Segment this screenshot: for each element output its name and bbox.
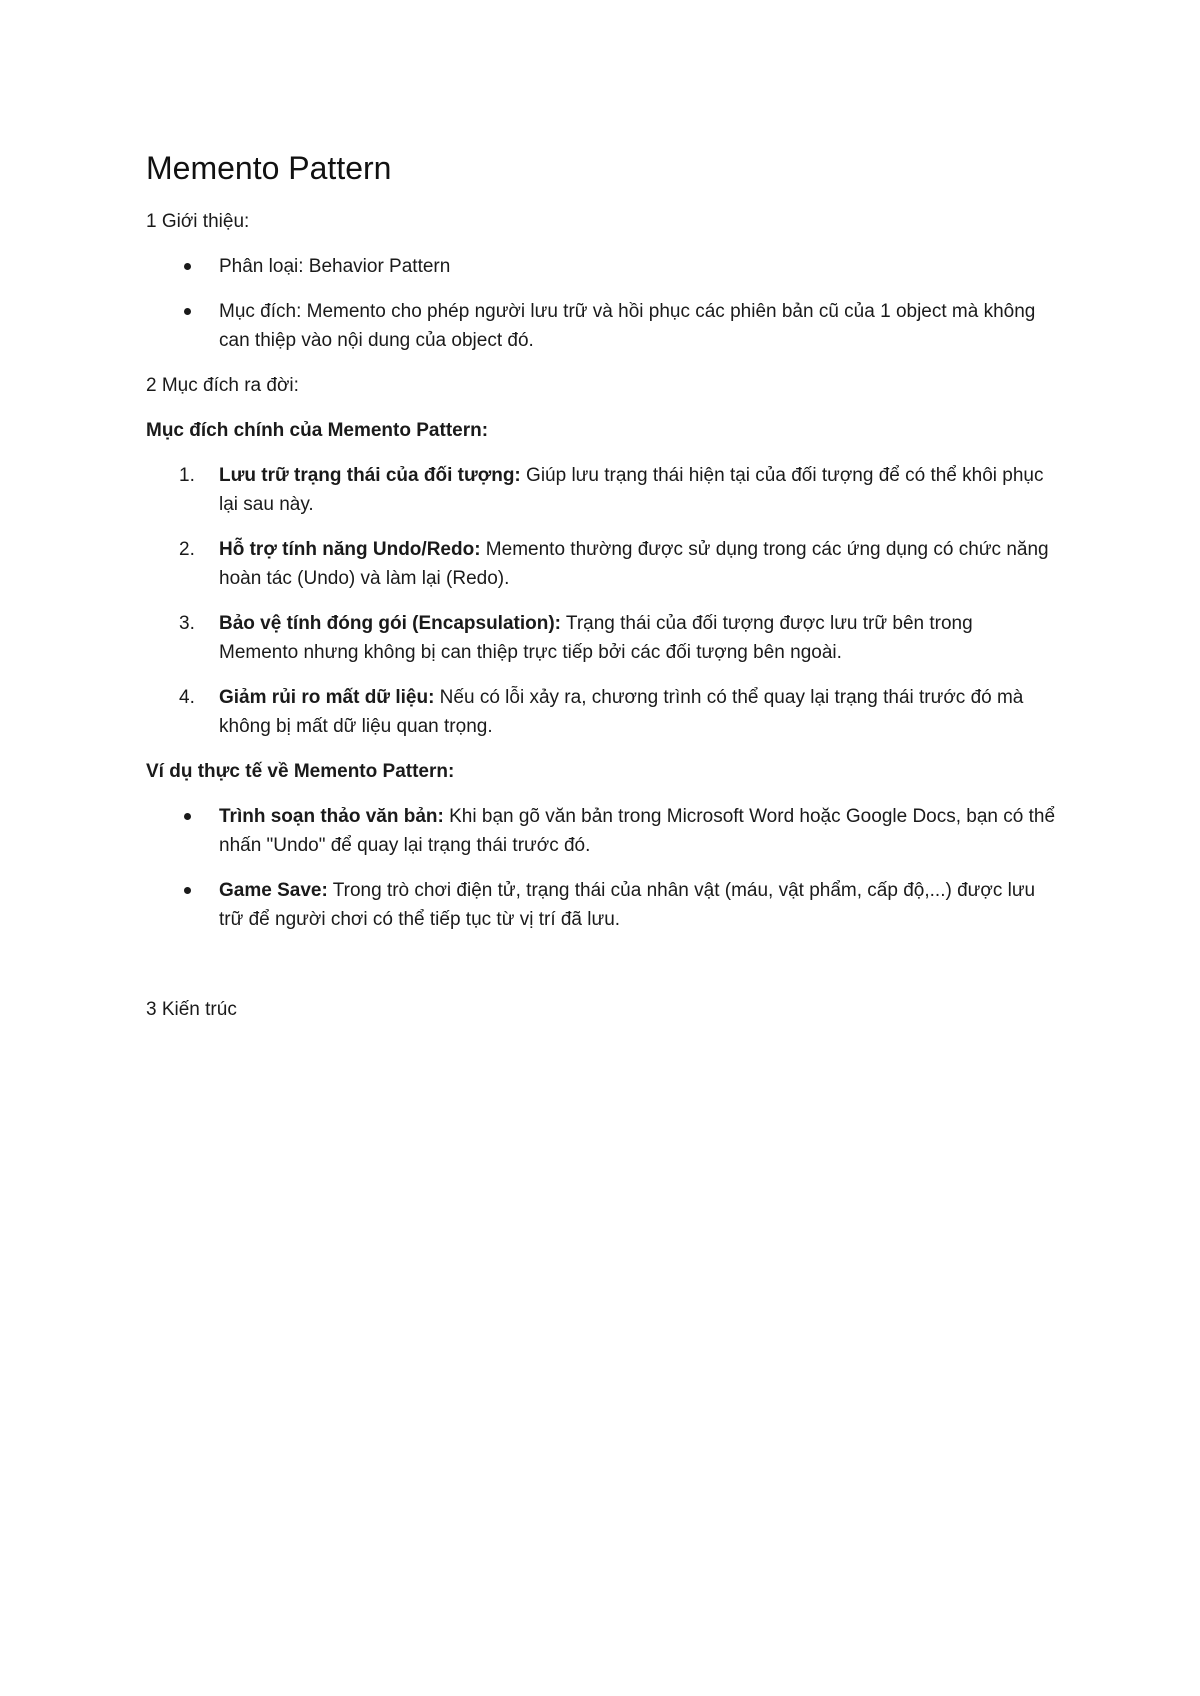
list-item: [146, 297, 1056, 355]
list-number: 2.: [179, 539, 195, 560]
list-number: 3.: [179, 613, 195, 634]
list-item-term: Lưu trữ trạng thái của đối tượng:: [219, 465, 521, 486]
list-item: [146, 535, 1056, 593]
subheading-main-purpose: Mục đích chính của Memento Pattern:: [146, 420, 489, 441]
bullet-icon: [184, 887, 191, 894]
list-number: 4.: [179, 687, 195, 708]
list-item-term: Giảm rủi ro mất dữ liệu:: [219, 687, 435, 708]
list-item-text: Phân loại: Behavior Pattern: [219, 256, 451, 277]
blank-line: [146, 950, 1056, 995]
examples-bullet-list: [146, 802, 1056, 934]
document-body: [146, 148, 1056, 1040]
list-number: 1.: [179, 465, 195, 486]
list-item-term: Game Save:: [219, 880, 328, 901]
list-item-text: Memento thường được sử dụng trong các ứng dụng có chức năng hoàn tác (Undo) và làm lại (Redo).: [219, 539, 1049, 589]
section-heading-intro: 1 Giới thiệu:: [146, 211, 250, 232]
list-item: [146, 461, 1056, 519]
section-heading-architecture: 3 Kiến trúc: [146, 999, 237, 1020]
list-item-text: Nếu có lỗi xảy ra, chương trình có thể quay lại trạng thái trước đó mà không bị mất dữ liệu quan trọng.: [219, 687, 1024, 737]
list-item-term: Bảo vệ tính đóng gói (Encapsulation):: [219, 613, 561, 634]
list-item-text: Trạng thái của đối tượng được lưu trữ bên trong Memento nhưng không bị can thiệp trực tiếp bởi các đối tượng bên ngoài.: [219, 613, 973, 663]
bullet-icon: [184, 263, 191, 270]
list-item: [146, 802, 1056, 860]
list-item: [146, 252, 1056, 281]
intro-bullet-list: [146, 252, 1056, 355]
list-item-text: Trong trò chơi điện tử, trạng thái của nhân vật (máu, vật phẩm, cấp độ,...) được lưu trữ để người chơi có thể tiếp tục từ vị trí đã lưu.: [219, 880, 1036, 930]
section-heading-purpose: 2 Mục đích ra đời:: [146, 375, 299, 396]
bullet-icon: [184, 813, 191, 820]
list-item: [146, 876, 1056, 934]
list-item: [146, 609, 1056, 667]
purpose-numbered-list: [146, 461, 1056, 741]
list-item-text: Giúp lưu trạng thái hiện tại của đối tượng để có thể khôi phục lại sau này.: [219, 465, 1044, 515]
subheading-examples: Ví dụ thực tế về Memento Pattern:: [146, 761, 455, 782]
list-item-term: Trình soạn thảo văn bản:: [219, 806, 444, 827]
list-item-text: Mục đích: Memento cho phép người lưu trữ và hồi phục các phiên bản cũ của 1 object mà không can thiệp vào nội dung của object đó.: [219, 301, 1036, 351]
list-item-text: Khi bạn gõ văn bản trong Microsoft Word hoặc Google Docs, bạn có thể nhấn "Undo" để quay lại trạng thái trước đó.: [219, 806, 1056, 856]
document-title: Memento Pattern: [146, 150, 392, 186]
bullet-icon: [184, 308, 191, 315]
list-item: [146, 683, 1056, 741]
list-item-term: Hỗ trợ tính năng Undo/Redo:: [219, 539, 481, 560]
